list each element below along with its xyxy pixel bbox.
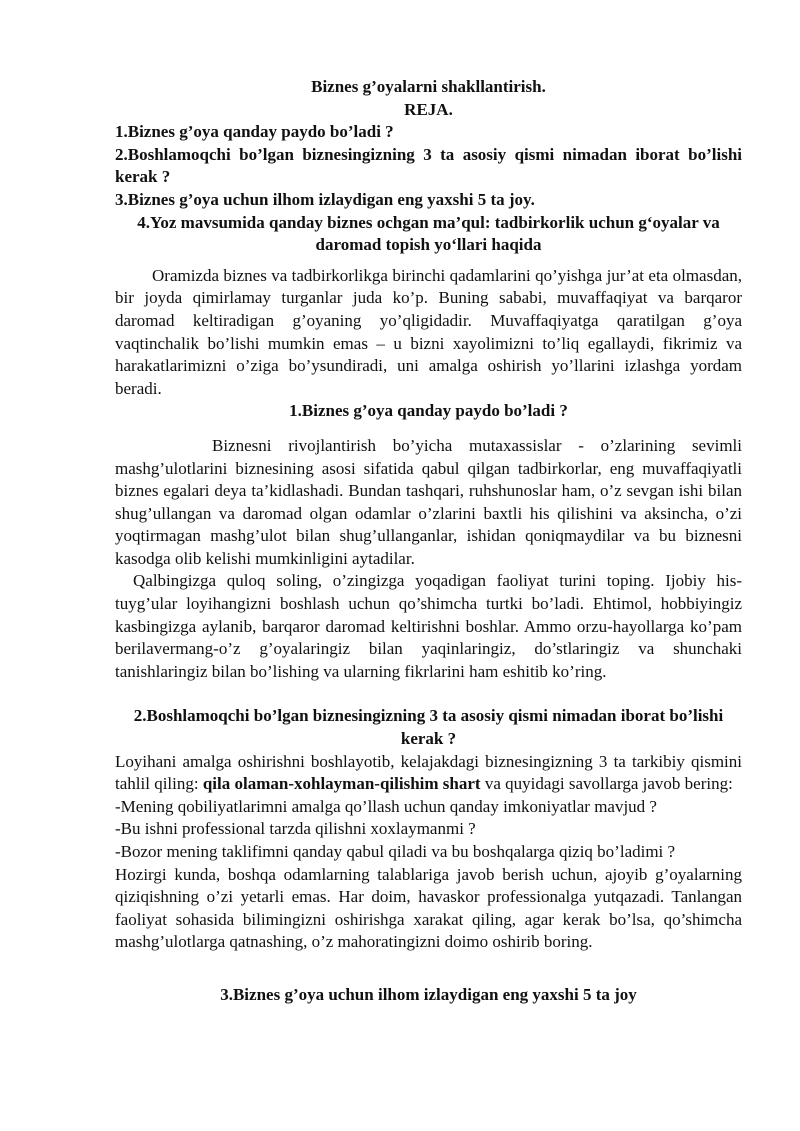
question-1: -Mening qobiliyatlarimni amalga qo’llash uchun qanday imkoniyatlar mavjud ? [115,796,657,816]
document-title: Biznes g’oyalarni shakllantirish. [311,77,546,96]
intro-paragraph: Oramizda biznes va tadbirkorlikga birinchi qadamlarini qo’yishga jur’at eta olmasdan, bir joyda qimirlamay turganlar juda ko’p. Buning sababi, muvaffaqiyat va barqaror daromad keltiradigan g’oyaning yo’qligidadir. Muvaffaqiyatga qaratilgan g’oya vaqtinchalik bo’lishi mumkin emas – u bizni xayolimizni to’liq egallaydi, fikrimiz va harakatlarimizni o’ziga bo’ysundiradi, uni amalga oshirish yo’llarini izlashga yordam beradi. [115,265,742,398]
document-page [115,76,742,1007]
plan-item-1: 1.Biznes g’oya qanday paydo bo’ladi ? [115,122,394,142]
section-2-text-after: va quyidagi savollarga javob bering: [480,774,733,794]
section-2-emphasis: qila olaman-xohlayman-qilishim shart [202,774,481,794]
section-1-paragraph-1: Biznesni rivojlantirish bo’yicha mutaxassislar - o’zlarining sevimli mashg’ulotlarini biznesining asosi sifatida qabul qilgan tadbirkorlar, eng muvaffaqiyatli biznes egalari deya ta’kidlashadi. Bundan tashqari, ruhshunoslar ham, o’z sevgan ishi bilan shug’ullangan va daromad olgan odamlar o’zlarini baxtli his qilishini va aksincha, o’zi yoqtirmagan mashg’ulot bilan shug’ullanganlar, ishidan qoniqmaydilar va bu biznesni kasodga olib kelishi mumkinligini aytadilar. [115,435,742,568]
section-3-heading: 3.Biznes g’oya uchun ilhom izlaydigan eng yaxshi 5 ta joy [220,984,637,1004]
section-2-text-before: Loyihani amalga oshirishni boshlayotib, kelajakdagi biznesingizning 3 ta tarkibiy qismini tahlil qiling: [115,751,742,794]
plan-item-3: 3.Biznes g’oya uchun ilhom izlaydigan eng yaxshi 5 ta joy. [115,189,535,209]
question-3: -Bozor mening taklifimni qanday qabul qiladi va bu boshqalarga qiziq bo’ladimi ? [115,842,676,861]
plan-heading: REJA. [404,99,453,119]
section-2-heading: 2.Boshlamoqchi bo’lgan biznesingizning 3 ta asosiy qismi nimadan iborat bo’lishi kerak ? [133,706,724,749]
section-2-paragraph-1 [115,751,742,796]
question-2: -Bu ishni professional tarzda qilishni xoxlaymanmi ? [115,819,476,839]
section-1-heading: 1.Biznes g’oya qanday paydo bo’ladi ? [289,401,568,421]
plan-item-4: 4.Yoz mavsumida qanday biznes ochgan ma’qul: tadbirkorlik uchun g‘oyalar va daromad topish yo‘llari haqida [137,212,720,255]
section-1-paragraph-2: Qalbingizga quloq soling, o’zingizga yoqadigan faoliyat turini toping. Ijobiy his-tuyg’ular loyihangizni boshlash uchun qo’shimcha turtki bo’ladi. Ehtimol, hobbiyingiz kasbingizga aylanib, barqaror daromad keltirishni boshlar. Ammo orzu-hayollarga ko’pam berilavermang-o’z g’oyalaringiz bilan yaqinlaringiz, do’stlaringiz va shunchaki tanishlaringiz bilan bo’lishing va ularning fikrlarini ham eshitib ko’ring. [115,571,742,681]
section-2-paragraph-2: Hozirgi kunda, boshqa odamlarning talablariga javob berish uchun, ajoyib g’oyalarning qiziqishning o’zi yetarli emas. Har doim, havaskor professionalga yutqazadi. Tanlangan faoliyat sohasida bilimingizni oshirishga xarakat qiling, agar kerak bo’lsa, qo’shimcha mashg’ulotlarga qatnashing, o’z mahoratingizni doimo oshirib boring. [115,864,742,952]
plan-item-2: 2.Boshlamoqchi bo’lgan biznesingizning 3 ta asosiy qismi nimadan iborat bo’lishi kerak ? [115,144,742,187]
